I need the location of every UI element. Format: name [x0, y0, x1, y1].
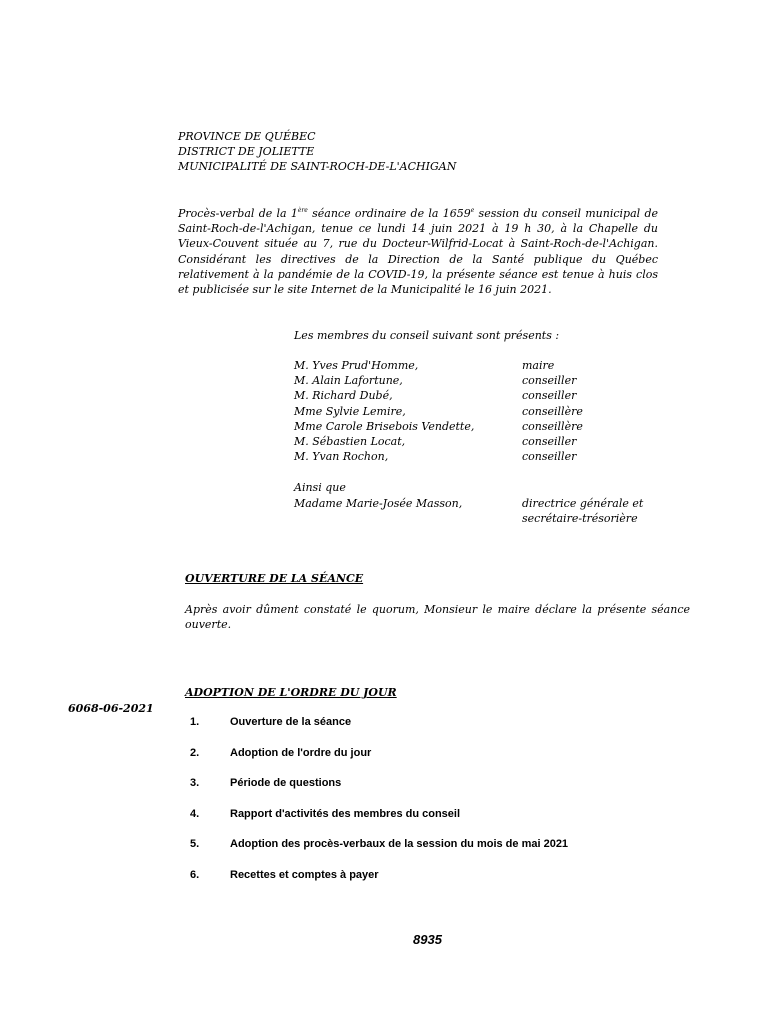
member-role: conseiller: [522, 450, 577, 464]
intro-text-part1: Procès-verbal de la 1: [178, 207, 298, 220]
agenda-item: [190, 869, 690, 900]
agenda-item-text: Adoption des procès-verbaux de la session du mois de mai 2021: [230, 838, 569, 851]
member-row: [294, 449, 694, 464]
member-name: M. Sébastien Locat,: [294, 434, 406, 448]
director-general-role: directrice générale et: [522, 497, 644, 510]
member-row: [294, 404, 694, 419]
header-district: DISTRICT DE JOLIETTE: [178, 145, 315, 159]
member-name: M. Yvan Rochon,: [294, 450, 389, 464]
member-role: maire: [522, 359, 555, 372]
intro-text-part3: session du conseil municipal de Saint-Roch-de-l'Achigan, tenue ce lundi 14 juin 2021 à 19 h 30, à la Chapelle du Vieux-Couvent située au 7, rue du Docteur-Wilfrid-Locat à Saint-Roch-de-l'Achigan. Considérant les directives de la Direction de la Santé publique du Québec relativement à la pandémie de la COVID-19, la présente séance est tenue à huis clos et publicisée sur le site Internet de la Municipalité le 16 juin 2021.: [178, 207, 658, 297]
director-general-role-line2: secrétaire-trésorière: [522, 512, 638, 525]
agenda-item: [190, 716, 690, 747]
ouverture-paragraph: Après avoir dûment constaté le quorum, Monsieur le maire déclare la présente séance ouverte.: [185, 603, 690, 632]
agenda-item: [190, 747, 690, 778]
header-province: PROVINCE DE QUÉBEC: [178, 130, 316, 143]
member-name: M. Alain Lafortune,: [294, 374, 403, 388]
director-general-name: Madame Marie-Josée Masson,: [294, 497, 463, 510]
intro-superscript-1: ère: [297, 207, 308, 214]
agenda-item-text: Recettes et comptes à payer: [230, 868, 379, 881]
agenda-item-number: 2.: [190, 746, 200, 759]
intro-text-part2: séance ordinaire de la 1659: [307, 207, 471, 220]
agenda-item-text: Période de questions: [230, 777, 342, 790]
document-header: [178, 129, 678, 175]
intro-paragraph: [178, 206, 658, 297]
ainsi-que-label: Ainsi que: [294, 481, 346, 494]
header-municipality: MUNICIPALITÉ DE SAINT-ROCH-DE-L'ACHIGAN: [178, 160, 457, 174]
agenda-item-number: 4.: [190, 807, 200, 820]
member-role: conseiller: [522, 374, 577, 388]
page-number: 8935: [413, 932, 442, 947]
agenda-item-number: 3.: [190, 777, 200, 790]
member-role: conseillère: [522, 419, 583, 433]
member-row: [294, 419, 694, 434]
agenda-item: [190, 808, 690, 839]
member-name: M. Richard Dubé,: [294, 389, 393, 403]
agenda-item-text: Rapport d'activités des membres du conseil: [230, 807, 461, 820]
agenda-item: [190, 777, 690, 808]
member-row: [294, 373, 694, 388]
agenda-item-number: 1.: [190, 716, 200, 728]
members-list: [294, 358, 694, 464]
member-name: Mme Carole Brisebois Vendette,: [294, 419, 475, 433]
agenda-item: [190, 838, 690, 869]
ouverture-section-title: OUVERTURE DE LA SÉANCE: [185, 572, 364, 585]
member-role: conseiller: [522, 434, 577, 448]
resolution-number: 6068-06-2021: [68, 702, 154, 715]
member-role: conseillère: [522, 404, 583, 418]
adoption-section-title: ADOPTION DE L'ORDRE DU JOUR: [185, 686, 397, 699]
intro-superscript-2: e: [470, 207, 475, 214]
agenda-item-number: 5.: [190, 838, 200, 851]
agenda-item-text: Adoption de l'ordre du jour: [230, 746, 372, 759]
agenda-item-text: Ouverture de la séance: [230, 716, 352, 728]
members-title: Les membres du conseil suivant sont présents :: [294, 329, 560, 342]
member-row: [294, 388, 694, 403]
member-role: conseiller: [522, 389, 577, 403]
member-row: [294, 434, 694, 449]
member-name: M. Yves Prud'Homme,: [294, 359, 419, 372]
agenda-list: [190, 716, 690, 900]
member-name: Mme Sylvie Lemire,: [294, 404, 406, 418]
member-row: [294, 358, 694, 373]
agenda-item-number: 6.: [190, 868, 200, 881]
